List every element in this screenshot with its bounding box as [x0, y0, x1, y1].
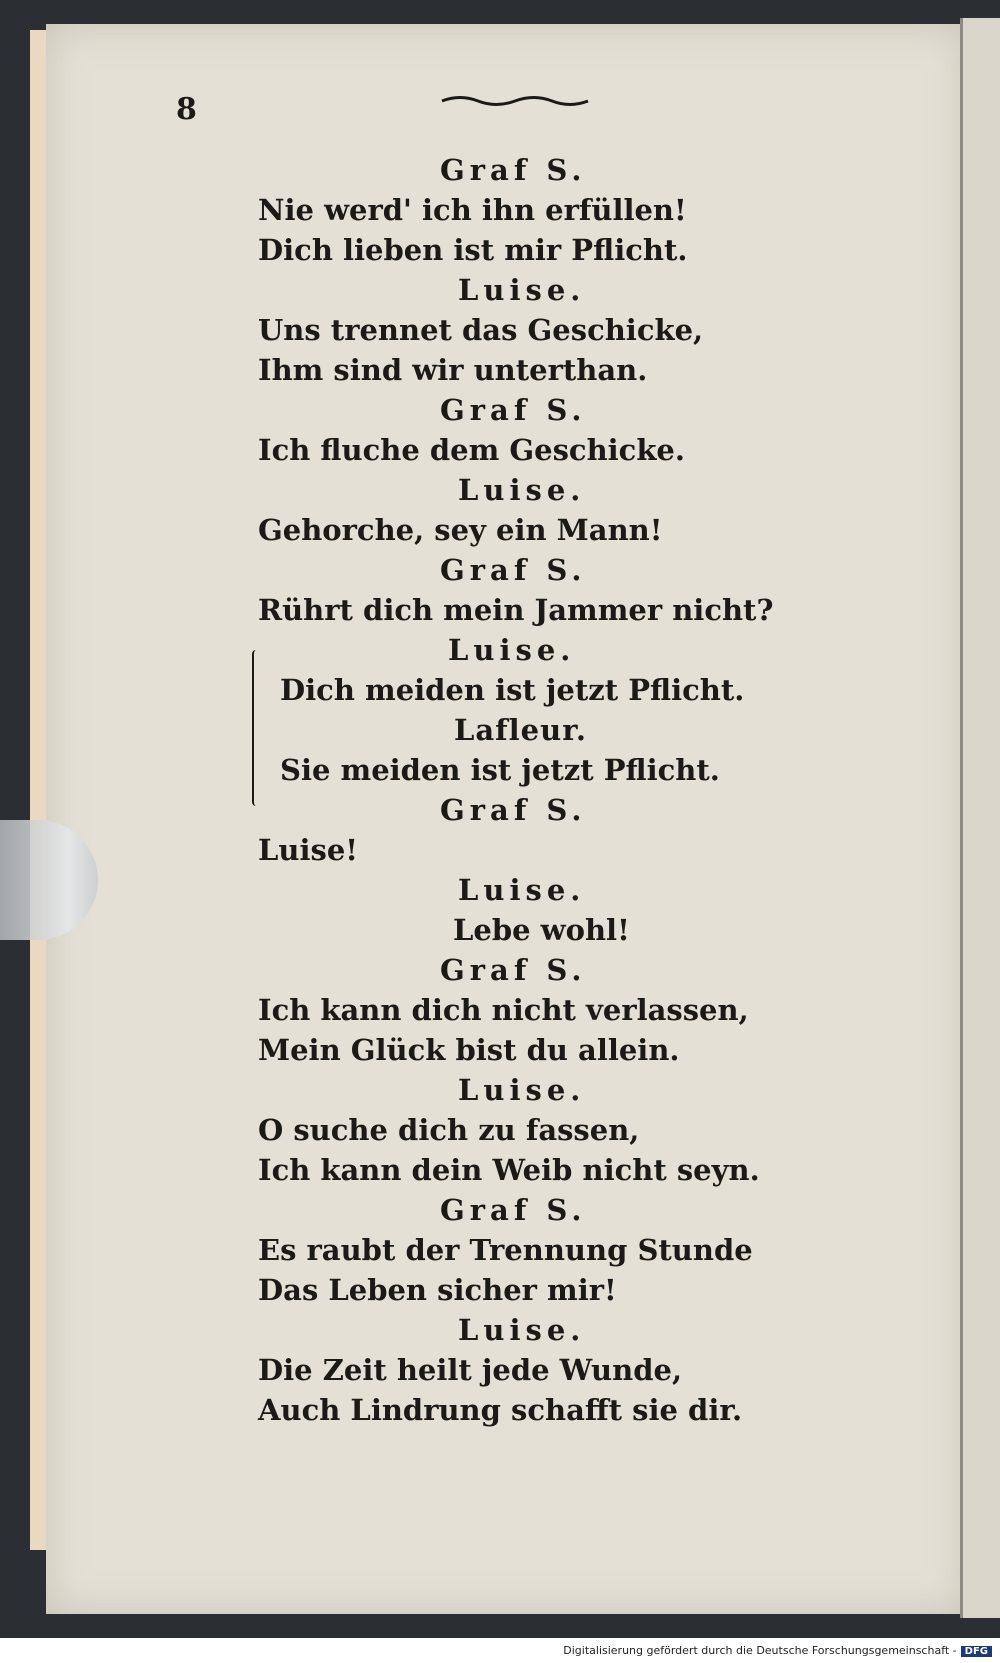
verse-line: Dich meiden ist jetzt Pflicht.	[280, 673, 745, 707]
verse-line: Sie meiden ist jetzt Pflicht.	[280, 753, 720, 787]
speaker-line: Luise.	[458, 1313, 586, 1347]
facing-page-edge	[960, 18, 1000, 1618]
speaker-line: Graf S.	[440, 553, 587, 587]
speaker-line: Graf S.	[440, 793, 587, 827]
page-number: 8	[176, 92, 197, 127]
verse-line: Es raubt der Trennung Stunde	[258, 1233, 753, 1267]
verse-line: Mein Glück bist du allein.	[258, 1033, 680, 1067]
verse-line: Die Zeit heilt jede Wunde,	[258, 1353, 683, 1387]
verse-line: O suche dich zu fassen,	[258, 1113, 640, 1147]
bracket-brace	[252, 650, 268, 806]
speaker-line: Graf S.	[440, 953, 587, 987]
speaker-line: Luise.	[458, 1073, 586, 1107]
verse-line: Ich kann dein Weib nicht seyn.	[258, 1153, 760, 1187]
credit-text: Digitalisierung gefördert durch die Deutsche Forschungsgemeinschaft -	[563, 1644, 957, 1657]
verse-line: Lebe wohl!	[453, 913, 630, 947]
verse-line: Ich kann dich nicht verlassen,	[258, 993, 749, 1027]
verse-line: Das Leben sicher mir!	[258, 1273, 617, 1307]
verse-line: Luise!	[258, 833, 358, 867]
verse-line: Nie werd' ich ihn erfüllen!	[258, 193, 687, 227]
speaker-line: Luise.	[458, 273, 586, 307]
digitization-credit	[563, 1644, 992, 1657]
verse-line: Ich fluche dem Geschicke.	[258, 433, 685, 467]
dfg-logo: DFG	[961, 1646, 992, 1657]
verse-line: Auch Lindrung schafft sie dir.	[258, 1393, 743, 1427]
speaker-line: Luise.	[448, 633, 576, 667]
verse-line: Uns trennet das Geschicke,	[258, 313, 704, 347]
speaker-line: Luise.	[458, 473, 586, 507]
verse-line: Ihm sind wir unterthan.	[258, 353, 648, 387]
speaker-line: Graf S.	[440, 1193, 587, 1227]
verse-line: Gehorche, sey ein Mann!	[258, 513, 663, 547]
verse-line: Rührt dich mein Jammer nicht?	[258, 593, 774, 627]
play-text	[258, 150, 778, 1430]
speaker-line: Luise.	[458, 873, 586, 907]
speaker-line: Graf S.	[440, 153, 587, 187]
ornament-rule	[440, 94, 590, 108]
speaker-line: Lafleur.	[454, 713, 587, 747]
speaker-line: Graf S.	[440, 393, 587, 427]
verse-line: Dich lieben ist mir Pflicht.	[258, 233, 688, 267]
